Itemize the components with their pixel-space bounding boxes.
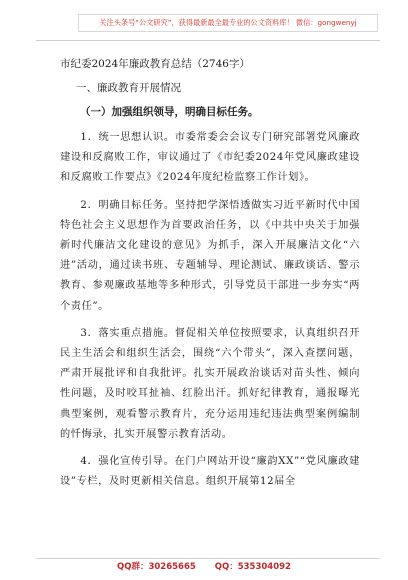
footer-qq: QQ：535304092 [214,562,291,572]
footer-qq-group: QQ群：30265665 [117,562,196,572]
paragraph-2: 2．明确目标任务。坚持把学深悟透做实习近平新时代中国特色社会主义思想作为首要政治任务，以《中共中央关于加强新时代廉洁文化建设的意见》为抓手，深入开展廉洁文化“六进”活动，通过读书班、专题辅导、理论测试、廉政谈话、警示教育、参观廉政基地等多种形式，引导党员干部进一步夯实“两个责任”。 [60,199,360,312]
header-divider [36,40,380,41]
paragraph-4: 4．强化宣传引导。在门户网站开设“廉韵XX”“党风廉政建设”专栏，及时更新相关信息。组织开展第12届全 [60,456,360,488]
subsection-heading: （一）加强组织领导，明确目标任务。 [80,106,259,118]
document-title: 市纪委2024年廉政教育总结（2746字） [60,58,250,70]
paragraph-3: 3．落实重点措施。督促相关单位按照要求，认真组织召开民主生活会和组织生活会，围绕“六个带头”，深入查摆问题，严肃开展批评和自我批评。扎实开展政治谈话对苗头性、倾向性问题，及时咬耳扯袖、红脸出汗。抓好纪律教育，通报曝光典型案例，观看警示教育片，充分运用违纪违法典型案例编制的忏悔录，扎实开展警示教育活动。 [60,327,360,440]
footer [0,560,408,572]
section-heading: 一、廉政教育开展情况 [76,82,181,94]
footer-divider [36,558,380,559]
paragraph-1: 1．统一思想认识。市委常委会会议专门研究部署党风廉政建设和反腐败工作，审议通过了《市纪委2024年党风廉政建设和反腐败工作要点》《2024年度纪检监察工作计划》。 [60,132,360,184]
header-banner: 关注头条号“公文研究”，获得最新最全最专业的公文资料库！ 微信：gongwenyj [78,14,378,32]
document-page [60,54,360,499]
